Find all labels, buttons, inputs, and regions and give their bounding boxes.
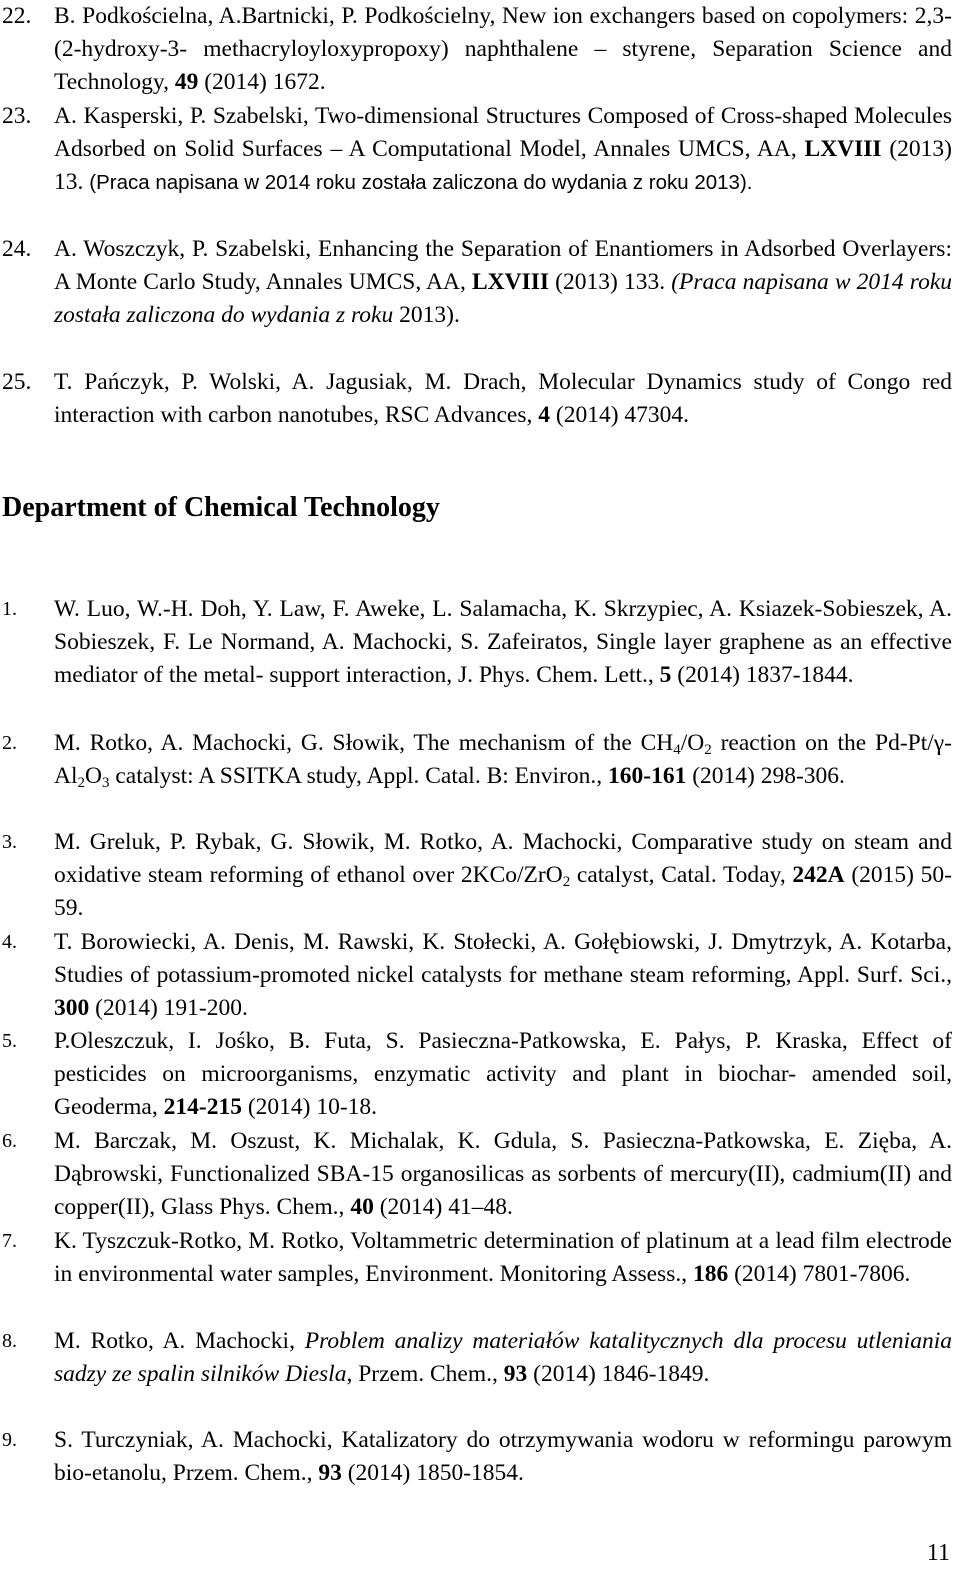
volume-number: 300 [54, 995, 90, 1022]
reference-segment: T. Pańczyk, P. Wolski, A. Jagusiak, M. Drach, Molecular Dynamics study of Congo red interaction with carbon nanotubes, RSC Advances, [54, 369, 952, 429]
subscript: 3 [101, 775, 110, 792]
reference-segment: T. Borowiecki, A. Denis, M. Rawski, K. Stołecki, A. Gołębiowski, J. Dmytrzyk, A. Kotarba, Studies of potassium-promoted nickel catalysts for methane steam reforming, Appl. Surf. Sci., [54, 929, 952, 989]
reference-segment: S. Turczyniak, A. Machocki, Katalizatory do otrzymywania wodoru w reformingu parowym bio-etanolu, Przem. Chem., [54, 1427, 952, 1487]
reference-segment: (2014) 47304. [550, 402, 690, 429]
reference-segment: M. Barczak, M. Oszust, K. Michalak, K. Gdula, S. Pasieczna-Patkowska, E. Zięba, A. Dąbrowski, Functionalized SBA-15 organosilicas as sorbents of mercury(II), cadmium(II) and copper(II), Glass Phys. Chem., [54, 1128, 952, 1221]
subscript: 2 [77, 775, 85, 792]
reference-text [54, 1125, 952, 1225]
reference-segment: B. Podkościelna, A.Bartnicki, P. Podkościelny, New ion exchangers based on copolymers: 2,3-(2-hydroxy-3- methacryloyloxypropoxy) naphthalene – styrene, Separation Science and Technology, [54, 3, 952, 96]
reference-item [0, 1325, 952, 1391]
reference-segment: catalyst: A SSITKA study, Appl. Catal. B: Environ., [109, 763, 608, 790]
reference-segment: /O [680, 730, 705, 756]
reference-text [54, 0, 952, 100]
reference-number: 5. [2, 1030, 17, 1052]
section-heading: Department of Chemical Technology [2, 492, 440, 523]
reference-segment: catalyst, Catal. Today, [570, 862, 793, 889]
reference-segment: (2014) 1837-1844. [671, 662, 854, 689]
reference-number: 22. [2, 3, 32, 29]
reference-item [0, 366, 952, 432]
reference-segment: (2015) 50-59. [54, 862, 952, 922]
reference-segment: (2014) 1850-1854. [341, 1460, 524, 1487]
reference-segment: (2014) 1672. [198, 69, 326, 96]
volume-number: LXVIII [804, 136, 882, 163]
volume-number: 242A [792, 862, 845, 889]
page-number: 11 [926, 1540, 950, 1566]
reference-segment: (2014) 1846-1849. [527, 1361, 710, 1388]
volume-number: 40 [350, 1194, 374, 1221]
reference-text [54, 366, 952, 432]
reference-number: 3. [2, 831, 17, 853]
subscript: 4 [673, 742, 681, 758]
reference-text [54, 826, 952, 926]
reference-segment: (Praca napisana w 2014 roku została zaliczona do wydania z roku [54, 269, 952, 329]
reference-segment: , Przem. Chem., [346, 1361, 504, 1388]
reference-segment: (2013) 133. [549, 269, 672, 296]
reference-number: 23. [2, 103, 32, 129]
reference-item [0, 926, 952, 1026]
reference-segment: M. Rotko, A. Machocki, G. Słowik, The mechanism of the CH [54, 730, 674, 756]
reference-segment: (2014) 41–48. [373, 1194, 513, 1221]
reference-item [0, 727, 952, 793]
reference-segment: (2014) 298-306. [686, 763, 845, 790]
reference-number: 25. [2, 369, 32, 395]
reference-segment: P.Oleszczuk, I. Jośko, B. Futa, S. Pasieczna-Patkowska, E. Pałys, P. Kraska, Effect of pesticides on microorganisms, enzymatic activity and plant in biochar- amended soil, Geoderma, [54, 1028, 952, 1121]
reference-item [0, 826, 952, 926]
reference-number: 6. [2, 1130, 17, 1152]
reference-segment: 2013). [393, 302, 460, 329]
reference-segment: K. Tyszczuk-Rotko, M. Rotko, Voltammetric determination of platinum at a lead film electrode in environmental water samples, Environment. Monitoring Assess., [54, 1228, 952, 1288]
reference-text [54, 926, 952, 1026]
reference-segment: Problem analizy materiałów katalitycznych dla procesu utleniania sadzy ze spalin silników Diesla [54, 1328, 952, 1388]
reference-text [54, 1225, 952, 1291]
reference-segment: reaction on the Pd-Pt/γ-Al [54, 730, 952, 790]
reference-number: 8. [2, 1330, 17, 1352]
volume-number: 214-215 [163, 1094, 242, 1121]
reference-segment: O [85, 763, 102, 790]
reference-item [0, 233, 952, 333]
reference-item [0, 1025, 952, 1125]
reference-item [0, 100, 952, 200]
reference-segment: (2013) 13. [54, 136, 952, 196]
reference-number: 24. [2, 236, 32, 262]
reference-item [0, 0, 952, 100]
reference-number: 2. [2, 732, 17, 754]
reference-item [0, 593, 952, 693]
volume-number: 93 [503, 1361, 528, 1388]
reference-segment: (Praca napisana w 2014 roku została zaliczona do wydania z roku 2013). [89, 171, 753, 195]
reference-number: 9. [2, 1429, 17, 1451]
reference-segment: (2014) 7801-7806. [728, 1261, 911, 1288]
reference-number: 7. [2, 1230, 17, 1252]
reference-segment: (2014) 191-200. [89, 995, 248, 1022]
reference-item [0, 1424, 952, 1490]
volume-number: 5 [659, 662, 672, 689]
reference-number: 4. [2, 931, 17, 953]
reference-item [0, 1225, 952, 1291]
volume-number: 160-161 [608, 763, 687, 790]
reference-segment: M. Rotko, A. Machocki, [54, 1328, 305, 1354]
reference-item [0, 1125, 952, 1225]
volume-number: 186 [692, 1261, 729, 1288]
reference-segment: M. Greluk, P. Rybak, G. Słowik, M. Rotko, A. Machocki, Comparative study on steam and oxidative steam reforming of ethanol over 2KCo/ZrO [54, 829, 952, 889]
volume-number: 49 [174, 69, 199, 96]
subscript: 2 [562, 874, 571, 891]
reference-text [54, 727, 952, 793]
reference-text [54, 1025, 952, 1125]
reference-text [54, 1325, 952, 1391]
reference-segment: (2014) 10-18. [241, 1094, 378, 1121]
reference-text [54, 233, 952, 333]
volume-number: 93 [318, 1460, 342, 1487]
reference-number: 1. [2, 598, 17, 620]
reference-text [54, 593, 952, 693]
reference-text [54, 100, 952, 200]
volume-number: 4 [538, 402, 551, 429]
reference-segment: A. Kasperski, P. Szabelski, Two-dimensional Structures Composed of Cross-shaped Molecules Adsorbed on Solid Surfaces – A Computational Model, Annales UMCS, AA, [54, 103, 952, 163]
subscript: 2 [704, 742, 712, 758]
reference-text [54, 1424, 952, 1490]
reference-segment: W. Luo, W.-H. Doh, Y. Law, F. Aweke, L. Salamacha, K. Skrzypiec, A. Ksiazek-Sobieszek, A. Sobieszek, F. Le Normand, A. Machocki, S. Zafeiratos, Single layer graphene as an effective mediator of the metal- support interaction, J. Phys. Chem. Lett., [54, 596, 952, 689]
volume-number: LXVIII [472, 269, 550, 296]
reference-segment: A. Woszczyk, P. Szabelski, Enhancing the Separation of Enantiomers in Adsorbed Overlayers: A Monte Carlo Study, Annales UMCS, AA, [54, 236, 952, 296]
